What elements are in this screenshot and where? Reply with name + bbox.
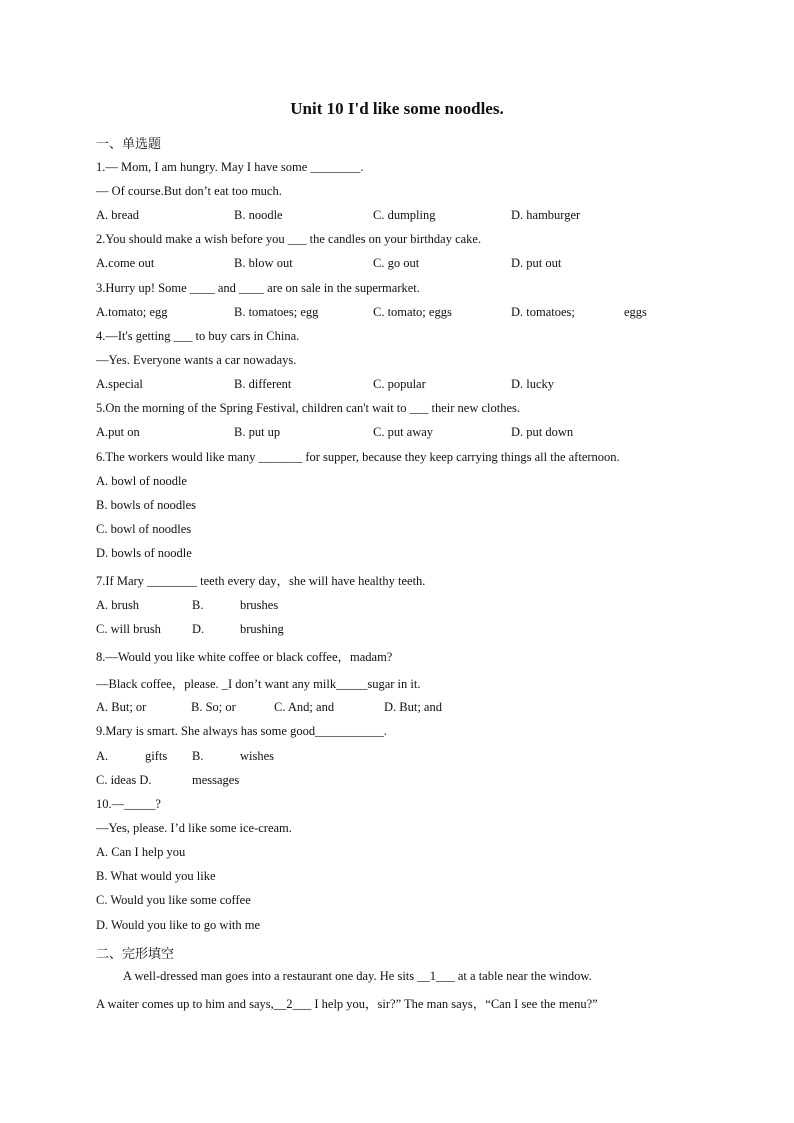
option-a: A. bread <box>96 208 140 222</box>
option-a: A.tomato; egg <box>96 305 168 319</box>
question-4-reply: —Yes. Everyone wants a car nowadays. <box>96 353 297 367</box>
section-heading-1: 一、单选题 <box>96 137 162 152</box>
option-b: B. What would you like <box>96 869 216 883</box>
option-c: C. popular <box>373 377 426 391</box>
option-c: C. And; and <box>274 700 335 714</box>
option-b: B. noodle <box>234 208 283 222</box>
question-1-stem: 1.— Mom, I am hungry. May I have some ________. <box>96 160 364 174</box>
question-4-stem: 4.—It's getting ___ to buy cars in China. <box>96 329 300 343</box>
option-c: C. bowl of noodles <box>96 522 192 536</box>
option-d: D. But; and <box>384 700 442 714</box>
section-heading-2: 二、完形填空 <box>96 947 175 962</box>
cloze-passage-line: A well-dressed man goes into a restaurant one day. He sits __1___ at a table near the window. <box>123 969 592 983</box>
option-d: D. lucky <box>511 377 555 391</box>
cloze-passage-line: A waiter comes up to him and says,__2___ I help you，sir?” The man says，“Can I see the menu?” <box>96 997 598 1011</box>
question-6-stem: 6.The workers would like many _______ for supper, because they keep carrying things all the afternoon. <box>96 450 620 464</box>
question-1-reply: — Of course.But don’t eat too much. <box>96 184 282 198</box>
question-5-stem: 5.On the morning of the Spring Festival, children can't wait to ___ their new clothes. <box>96 401 521 415</box>
option-b-letter: B. <box>192 598 204 612</box>
option-b: B. bowls of noodles <box>96 498 196 512</box>
option-d-letter: D. <box>192 622 205 636</box>
option-c: C. go out <box>373 256 420 270</box>
option-d: D. put down <box>511 425 574 439</box>
option-b: B. different <box>234 377 292 391</box>
option-d-text: brushing <box>240 622 284 636</box>
option-a: A. bowl of noodle <box>96 474 187 488</box>
option-d-text: messages <box>192 773 240 787</box>
option-a: A. brush <box>96 598 140 612</box>
question-3-stem: 3.Hurry up! Some ____ and ____ are on sale in the supermarket. <box>96 281 420 295</box>
question-8-reply: —Black coffee，please. _I don’t want any milk_____sugar in it. <box>96 677 421 691</box>
question-10-stem: 10.—_____? <box>96 797 161 811</box>
option-d: D. Would you like to go with me <box>96 918 261 932</box>
option-a: A. But; or <box>96 700 147 714</box>
option-b: B. So; or <box>191 700 236 714</box>
option-a-text: gifts <box>145 749 168 763</box>
option-a-letter: A. <box>96 749 109 763</box>
option-a: A.come out <box>96 256 155 270</box>
page-title: Unit 10 I'd like some noodles. <box>290 99 504 118</box>
question-10-reply: —Yes, please. I’d like some ice-cream. <box>96 821 292 835</box>
option-a: A.put on <box>96 425 140 439</box>
option-d-continued: eggs <box>624 305 647 319</box>
option-d: D. hamburger <box>511 208 581 222</box>
option-b: B. blow out <box>234 256 293 270</box>
option-b-text: wishes <box>240 749 275 763</box>
option-a: A.special <box>96 377 143 391</box>
question-7-stem: 7.If Mary ________ teeth every day，she will have healthy teeth. <box>96 574 426 588</box>
option-c: C. will brush <box>96 622 161 636</box>
question-9-stem: 9.Mary is smart. She always has some good___________. <box>96 724 387 738</box>
option-a: A. Can I help you <box>96 845 186 859</box>
option-b-letter: B. <box>192 749 204 763</box>
option-d: D. bowls of noodle <box>96 546 192 560</box>
option-c: C. put away <box>373 425 434 439</box>
option-d: D. put out <box>511 256 562 270</box>
option-d: D. tomatoes; <box>511 305 575 319</box>
option-b-text: brushes <box>240 598 279 612</box>
option-c-d: C. ideas D. <box>96 773 152 787</box>
option-c: C. tomato; eggs <box>373 305 452 319</box>
option-c: C. Would you like some coffee <box>96 893 251 907</box>
question-2-stem: 2.You should make a wish before you ___ the candles on your birthday cake. <box>96 232 482 246</box>
option-b: B. tomatoes; egg <box>234 305 319 319</box>
question-8-stem: 8.—Would you like white coffee or black coffee，madam? <box>96 650 393 664</box>
option-b: B. put up <box>234 425 281 439</box>
option-c: C. dumpling <box>373 208 436 222</box>
